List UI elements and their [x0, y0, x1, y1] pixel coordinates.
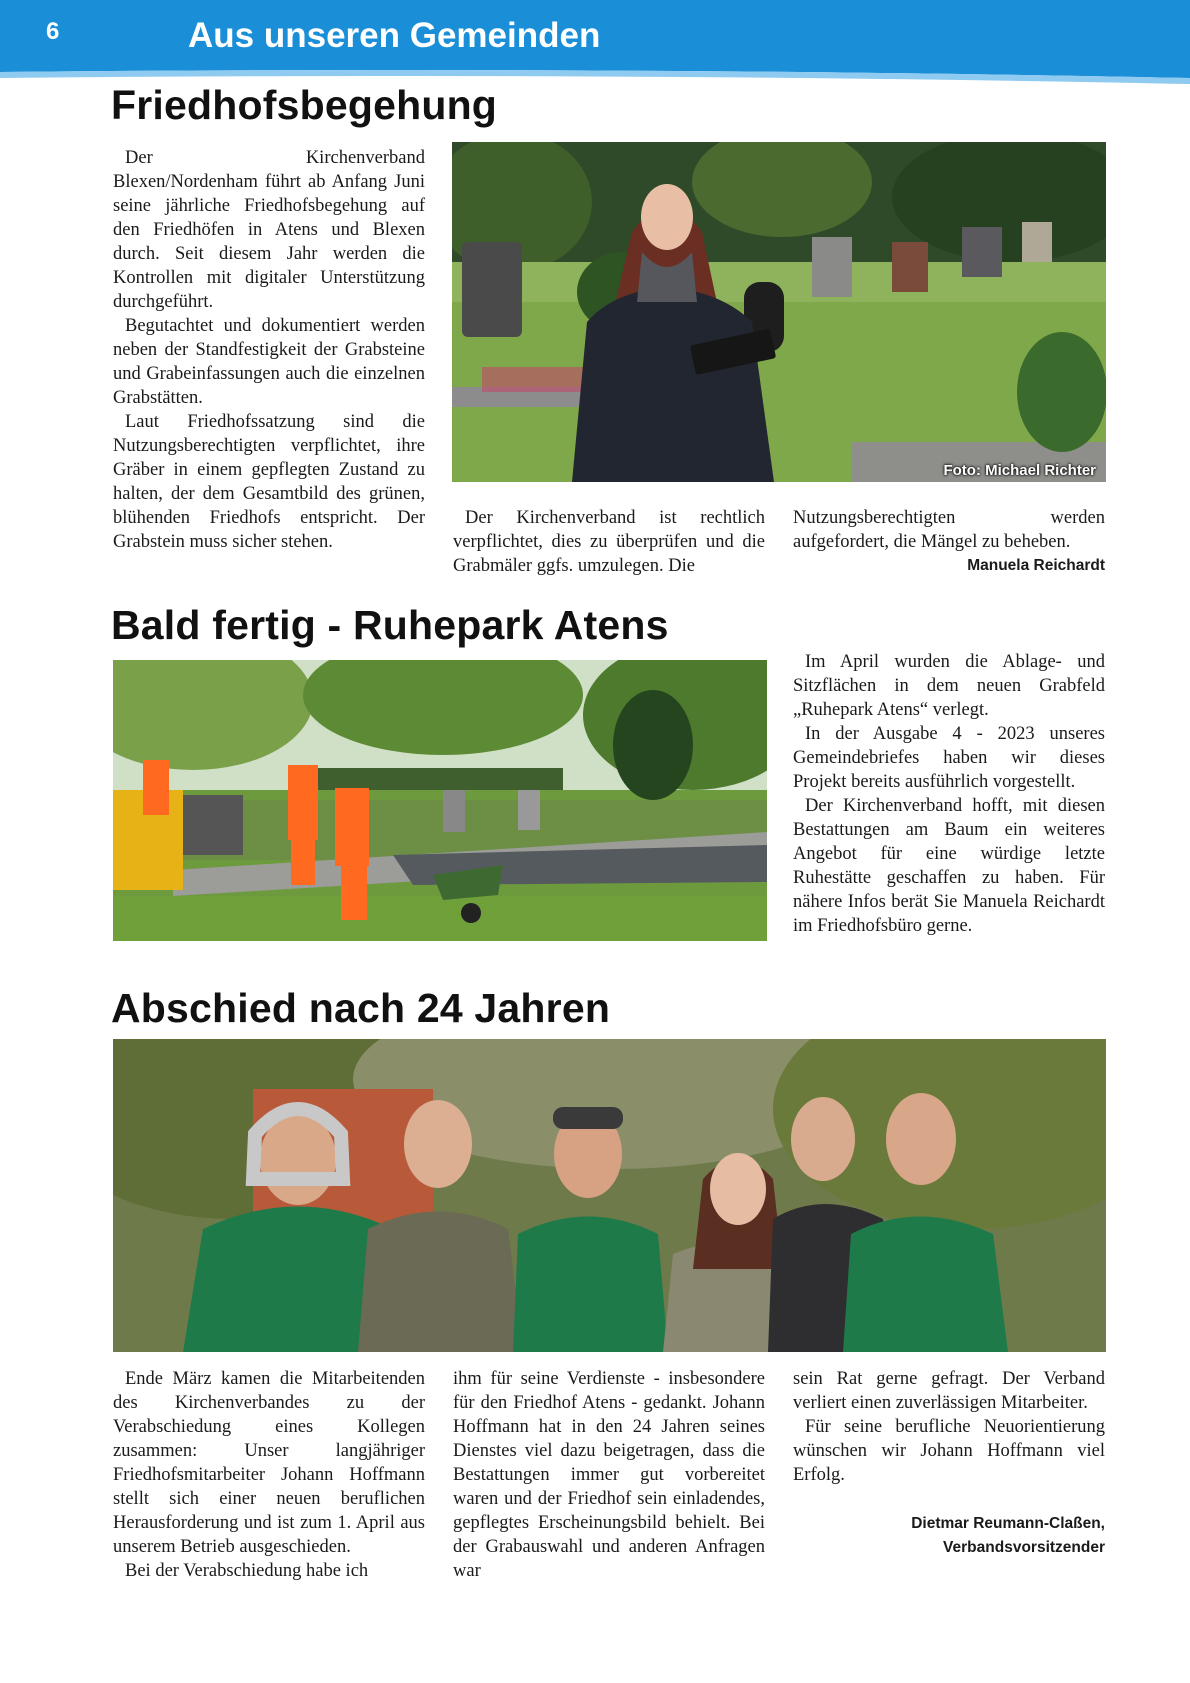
- paragraph: Der Kirchenverband Blexen/Nordenham führt ab Anfang Juni seine jährliche Friedhofsbegehung auf den Friedhöfen in Atens und Blexen durch. Seit diesem Jahr werden die Kontrollen mit digitaler Unterstützung durchgeführt.: [113, 148, 425, 312]
- article-2-column: [793, 650, 1105, 938]
- paragraph: Ende März kamen die Mitarbeitenden des Kirchenverbandes zu der Verabschiedung eines Kollegen zusammen: Unser langjähriger Friedhofsmitarbeiter Johann Hoffmann stellt sich einer neuen beruflichen Herausforderung und ist zum 1. April aus unserem Betrieb ausgeschieden.: [113, 1369, 425, 1557]
- article-title-ruhepark: Bald fertig - Ruhepark Atens: [111, 602, 669, 648]
- photo-group-farewell: [113, 1039, 1106, 1352]
- paragraph: Laut Friedhofssatzung sind die Nutzungsberechtigten verpflichtet, ihre Gräber in einem gepflegten Zustand zu halten, der dem Gesamtbild des grünen, blühenden Friedhofs entspricht. Der Grabstein muss sicher stehen.: [113, 412, 425, 552]
- paragraph: Begutachtet und dokumentiert werden neben der Standfestigkeit der Grabsteine und Grabeinfassungen auch die einzelnen Grabstätten.: [113, 316, 425, 408]
- photo-woman-at-cemetery: [452, 142, 1106, 482]
- section-title: Aus unseren Gemeinden: [188, 16, 601, 55]
- paragraph: In der Ausgabe 4 - 2023 unseres Gemeindebriefes haben wir dieses Projekt bereits ausführlich vorgestellt.: [793, 724, 1105, 792]
- article-1-column-3: [793, 506, 1105, 554]
- paragraph: sein Rat gerne gefragt. Der Verband verliert einen zuverlässigen Mitarbeiter.: [793, 1369, 1105, 1413]
- article-1-column-2: [453, 506, 765, 578]
- photo-workers-ruhepark: [113, 660, 767, 941]
- article-3-column-3: [793, 1367, 1105, 1487]
- paragraph: Bei der Verabschiedung habe ich: [125, 1561, 369, 1581]
- page-number: 6: [46, 18, 60, 45]
- article-3-column-2: [453, 1367, 765, 1583]
- paragraph: Im April wurden die Ablage- und Sitzflächen in dem neuen Grabfeld „Ruhepark Atens“ verlegt.: [793, 652, 1105, 720]
- article-1-column-1: [113, 146, 425, 554]
- author-name: Dietmar Reumann-Claßen,: [911, 1515, 1105, 1532]
- paragraph: Der Kirchenverband ist rechtlich verpflichtet, dies zu überprüfen und die Grabmäler ggfs. umzulegen. Die: [453, 508, 765, 576]
- page-header: [0, 0, 1190, 84]
- paragraph: Nutzungsberechtigten werden aufgefordert, die Mängel zu beheben.: [793, 508, 1105, 552]
- author-role: Verbandsvorsitzender: [943, 1539, 1105, 1556]
- author-byline: [793, 1512, 1105, 1560]
- paragraph: ihm für seine Verdienste - insbesondere für den Friedhof Atens - gedankt. Johann Hoffmann hat in den 24 Jahren seines Dienstes viel dazu beigetragen, dass die Bestattungen immer gut vorbereitet waren und der Friedhof sein einladendes, gepflegtes Erscheinungsbild behielt. Bei der Grabauswahl und anderen Anfragen war: [453, 1369, 765, 1581]
- paragraph: Der Kirchenverband hofft, mit diesen Bestattungen am Baum ein weiteres Angebot für eine würdige letzte Ruhestätte geschaffen zu haben. Für nähere Infos berät Sie Manuela Reichardt im Friedhofsbüro gerne.: [793, 796, 1105, 936]
- article-title-abschied: Abschied nach 24 Jahren: [111, 985, 611, 1031]
- article-title-friedhofsbegehung: Friedhofsbegehung: [111, 82, 498, 128]
- article-3-column-1: [113, 1367, 425, 1583]
- photo-credit: Foto: Michael Richter: [943, 462, 1096, 479]
- author-byline: Manuela Reichardt: [967, 557, 1105, 574]
- paragraph: Für seine berufliche Neuorientierung wünschen wir Johann Hoffmann viel Erfolg.: [793, 1417, 1105, 1485]
